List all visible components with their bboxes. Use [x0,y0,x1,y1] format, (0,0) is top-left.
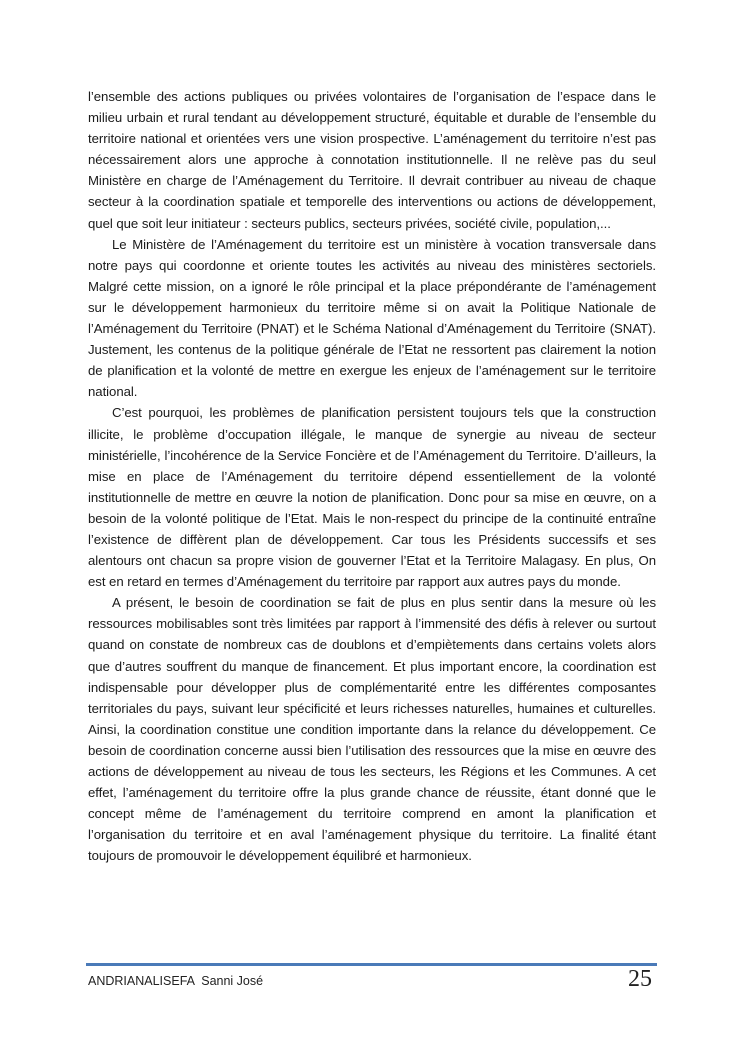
page-number: 25 [628,966,652,992]
paragraph-coordination-need: A présent, le besoin de coordination se fait de plus en plus sentir dans la mesure où les ressources mobilisables sont très limitées par rapport à l’immensité des défis à relever ou surtout quand on constate de nombreux cas de doublons et d’empiètements dans certains volets alors que d’autres souffrent du manque de financement. Et plus important encore, la coordination est indispensable pour développer plus de complémentarité entre les différentes composantes territoriales du pays, suivant leur spécificité et leurs richesses naturelles, humaines et culturelles. Ainsi, la coordination constitue une condition importante dans la relance du développement. Ce besoin de coordination concerne aussi bien l’utilisation des ressources que la mise en œuvre des actions de développement au niveau de tous les secteurs, les Régions et les Communes. A cet effet, l’aménagement du territoire offre la plus grande chance de réussite, étant donné que le concept même de l’aménagement du territoire comprend en amont la planification et l’organisation du territoire et en aval l’aménagement physique du territoire. La finalité étant toujours de promouvoir le développement équilibré et harmonieux. [88,595,656,864]
paragraph-continuation: l’ensemble des actions publiques ou privées volontaires de l’organisation de l’espace dans le milieu urbain et rural tendant au développement structuré, équitable et durable de l’ensemble du territoire national et orientées vers une vision prospective. L’aménagement du territoire n’est pas nécessairement alors une approche à connotation institutionnelle. Il ne relève pas du seul Ministère en charge de l’Aménagement du Territoire. Il devrait contribuer au niveau de chaque secteur à la coordination spatiale et temporelle des interventions ou actions de développement, quel que soit leur initiateur : secteurs publics, secteurs privées, société civile, population,... [88,89,656,231]
footer-author: ANDRIANALISEFA Sanni José [88,974,264,988]
paragraph-planning-problems: C’est pourquoi, les problèmes de planification persistent toujours tels que la construction illicite, le problème d’occupation illégale, le manque de synergie au niveau de secteur ministérielle, l’incohérence de la Service Foncière et de l’Aménagement du Territoire. D’ailleurs, la mise en place de l’Aménagement du territoire dépend essentiellement de la volonté institutionnelle de mettre en œuvre la notion de planification. Donc pour sa mise en œuvre, on a besoin de la volonté politique de l’Etat. Mais le non-respect du principe de la continuité entraîne l’existence de diffèrent plan de développement. Car tous les Présidents successifs et ses alentours ont chacun sa propre vision de gouverner l’Etat et la Territoire Malagasy. En plus, On est en retard en termes d’Aménagement du territoire par rapport aux autres pays du monde. [88,405,656,590]
footer-divider [86,963,657,966]
page-body [88,86,656,866]
paragraph-ministry-role: Le Ministère de l’Aménagement du territoire est un ministère à vocation transversale dans notre pays qui coordonne et oriente toutes les activités au niveau des ministères sectoriels. Malgré cette mission, on a ignoré le rôle principal et la place prépondérante de l’aménagement sur le développement harmonieux du territoire même si on avait la Politique Nationale de l’Aménagement du Territoire (PNAT) et le Schéma National d’Aménagement du Territoire (SNAT). Justement, les contenus de la politique générale de l’Etat ne ressortent pas clairement la notion de planification et la volonté de mettre en exergue les enjeux de l’aménagement sur le territoire national. [88,236,656,400]
